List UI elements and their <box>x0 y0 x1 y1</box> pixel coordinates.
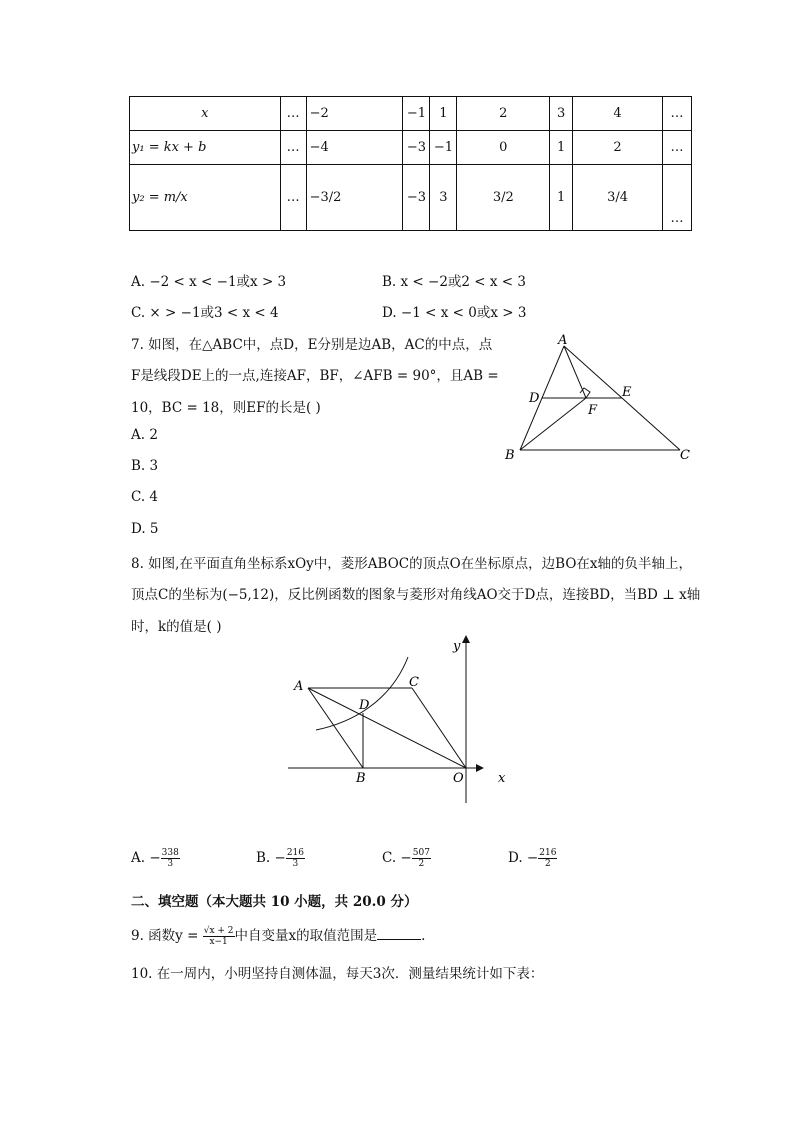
table-cell: 3/4 <box>573 165 663 231</box>
answer-blank[interactable] <box>377 927 421 940</box>
table-cell: 4 <box>573 97 663 131</box>
table-cell: 3/2 <box>457 165 550 231</box>
table-cell: … <box>280 97 306 131</box>
segment-co <box>412 688 466 768</box>
table-cell: −3/2 <box>306 165 403 231</box>
label-b: B <box>356 771 366 786</box>
q7-option-d: D. 5 <box>131 521 159 537</box>
label-o: O <box>453 771 464 786</box>
label-d: D <box>359 698 370 713</box>
q8-option-b: B. − $\frac{216}{3}$ <box>256 848 305 869</box>
label-b: B <box>505 448 515 463</box>
label-c: C <box>680 448 690 463</box>
q7-option-c: C. 4 <box>131 489 159 505</box>
table-cell: 1 <box>550 131 573 165</box>
option-fraction: $\frac{216}{3}$ <box>286 848 305 869</box>
q8-option-d: D. − $\frac{216}{2}$ <box>508 848 557 869</box>
q7-triangle-figure <box>500 330 700 465</box>
label-d: D <box>529 391 540 406</box>
table-cell: 3 <box>430 165 457 231</box>
option-fraction: $\frac{338}{3}$ <box>161 848 179 869</box>
q7-stem-line1: 7. 如图，在△ABC中，点D，E分别是边AB，AC的中点，点 <box>131 337 493 353</box>
q6-option-b: B. x < −2或2 < x < 3 <box>382 274 526 290</box>
table-cell: x <box>130 97 281 131</box>
table-cell: … <box>662 97 691 131</box>
q6-option-d: D. −1 < x < 0或x > 3 <box>382 305 527 321</box>
table-cell: 1 <box>550 165 573 231</box>
label-a: A <box>294 679 304 694</box>
q7-option-b: B. 3 <box>131 458 159 474</box>
q6-option-c: C. × > −1或3 < x < 4 <box>131 305 279 321</box>
table-cell: 3 <box>550 97 573 131</box>
q7-stem-line3: 10，BC = 18，则EF的长是( ) <box>131 400 321 416</box>
table-cell: −1 <box>403 97 430 131</box>
table-row-y1 <box>130 131 692 165</box>
q8-option-a: A. − $\frac{338}{3}$ <box>131 848 179 869</box>
option-letter: A. <box>131 850 146 866</box>
table-cell: 2 <box>573 131 663 165</box>
q8-stem-line3: 时，k的值是( ) <box>131 619 222 635</box>
q9-stem: 9. 函数y = $\frac{√x + 2}{x-1}$ 中自变量x的取值范围是 . <box>131 926 426 947</box>
table-cell: −3 <box>403 165 430 231</box>
option-letter: B. <box>256 850 271 866</box>
option-letter: C. <box>382 850 397 866</box>
table-cell: −3 <box>403 131 430 165</box>
value-table <box>129 96 692 231</box>
table-cell: … <box>280 165 306 231</box>
segment-ab <box>308 688 363 768</box>
q8-option-c: C. − $\frac{507}{2}$ <box>382 848 430 869</box>
table-cell: … <box>662 165 691 231</box>
label-a: A <box>558 333 568 348</box>
q7-option-a: A. 2 <box>131 427 158 443</box>
table-cell: 1 <box>430 97 457 131</box>
table-cell: … <box>662 131 691 165</box>
option-fraction: $\frac{507}{2}$ <box>412 848 430 869</box>
label-c: C <box>409 675 419 690</box>
label-x: x <box>498 771 506 786</box>
table-row-x <box>130 97 692 131</box>
q9-fraction: $\frac{√x + 2}{x-1}$ <box>203 926 234 947</box>
q8-stem-line2: 顶点C的坐标为(−5,12)，反比例函数的图象与菱形对角线AO交于D点，连接BD，当BD ⊥ x轴 <box>131 587 701 603</box>
q6-option-a: A. −2 < x < −1或x > 3 <box>131 274 287 290</box>
table-cell: −1 <box>430 131 457 165</box>
section-title: 二、填空题（本大题共 10 小题，共 20.0 分） <box>131 894 418 910</box>
diagonal-ao <box>308 688 466 768</box>
table-cell: 2 <box>457 97 550 131</box>
table-cell: 0 <box>457 131 550 165</box>
table-cell: y₂ = m/x <box>130 165 281 231</box>
option-fraction: $\frac{216}{2}$ <box>539 848 557 869</box>
table-cell: −4 <box>306 131 403 165</box>
q8-rhombus-figure <box>280 633 520 813</box>
q10-stem: 10. 在一周内，小明坚持自测体温，每天3次．测量结果统计如下表： <box>131 966 544 982</box>
option-letter: D. <box>508 850 523 866</box>
table-cell: y₁ = kx + b <box>130 131 281 165</box>
table-row-y2 <box>130 165 692 231</box>
label-y: y <box>453 639 461 654</box>
q8-stem-line1: 8. 如图,在平面直角坐标系xOy中，菱形ABOC的顶点O在坐标原点，边BO在x轴的负半轴上， <box>131 556 693 572</box>
table-cell: −2 <box>306 97 403 131</box>
q7-stem-line2: F是线段DE上的一点,连接AF，BF，∠AFB = 90°，且AB = <box>131 368 499 384</box>
table-cell: … <box>280 131 306 165</box>
label-e: E <box>622 385 632 400</box>
label-f: F <box>588 403 598 418</box>
